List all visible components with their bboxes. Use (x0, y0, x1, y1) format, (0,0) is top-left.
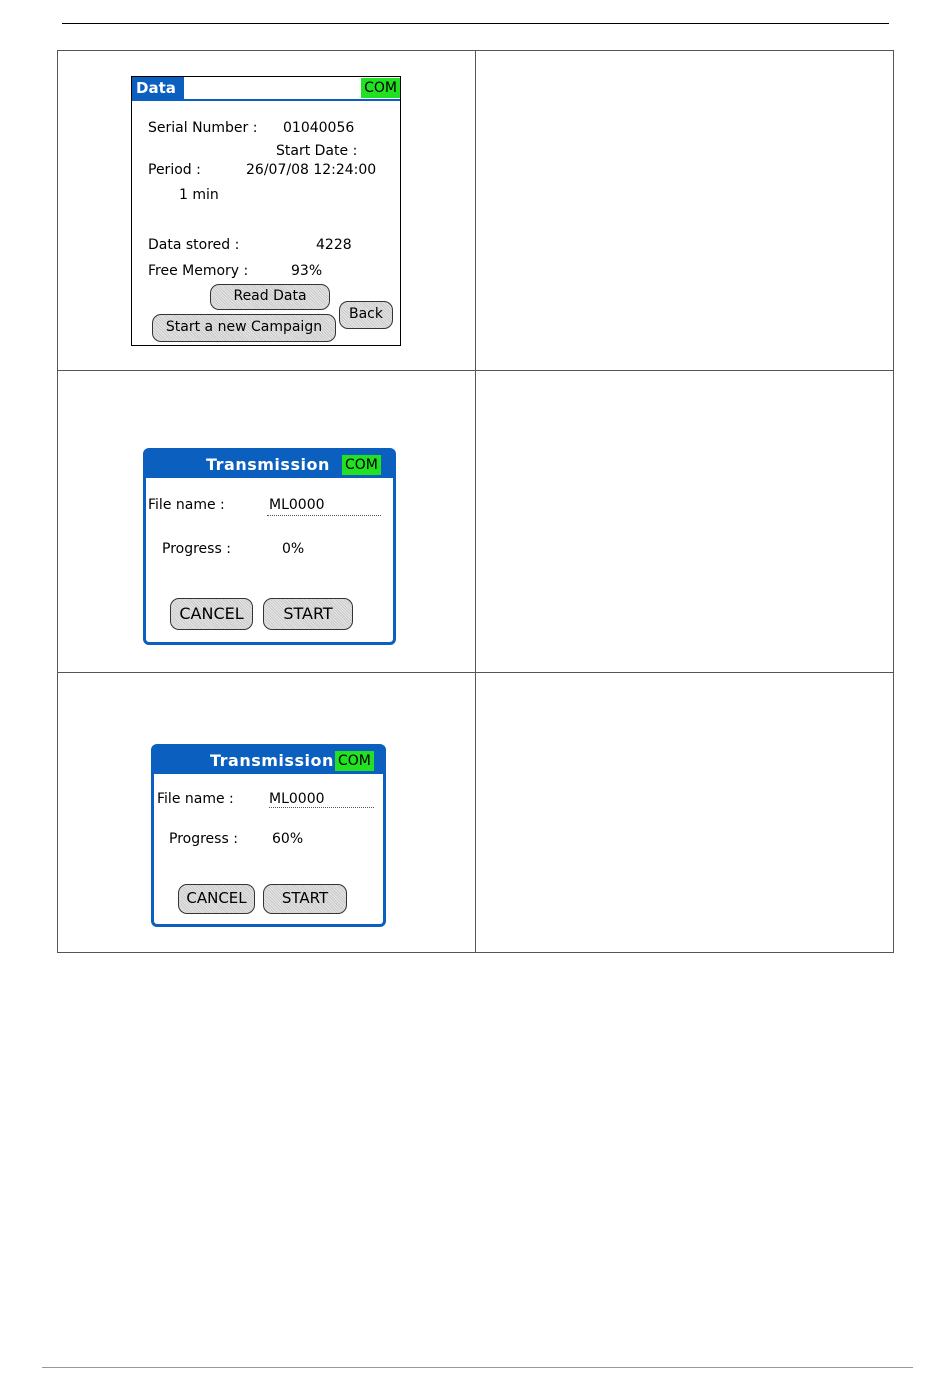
file-name-underline (269, 807, 374, 808)
header-rule (62, 23, 889, 24)
serial-number-value: 01040056 (283, 120, 355, 136)
cancel-button[interactable]: CANCEL (178, 884, 255, 914)
dialog-title: Transmission (210, 751, 334, 770)
table-cell-description-3 (476, 673, 894, 953)
file-name-label: File name : (148, 497, 225, 513)
start-date-value: 26/07/08 12:24:00 (246, 162, 377, 178)
free-memory-label: Free Memory : (148, 263, 249, 279)
table-cell-screen2 (58, 371, 476, 673)
footer-rule (42, 1367, 913, 1368)
period-value: 1 min (179, 187, 219, 203)
table-cell-description-2 (476, 371, 894, 673)
progress-value: 0% (282, 541, 305, 557)
com-status-badge: COM (342, 455, 381, 475)
file-name-underline (267, 515, 381, 516)
read-data-button[interactable]: Read Data (210, 284, 330, 310)
data-stored-value: 4228 (316, 237, 352, 253)
start-button[interactable]: START (263, 884, 347, 914)
screenshot-table (57, 50, 894, 953)
dialog-title: Transmission (206, 455, 330, 474)
start-date-label: Start Date : (276, 143, 358, 159)
table-cell-screen1 (58, 51, 476, 371)
progress-value: 60% (272, 831, 304, 847)
screen-title: Data (132, 77, 184, 99)
file-name-input[interactable]: ML0000 (269, 791, 325, 807)
com-status-badge: COM (335, 751, 374, 771)
period-label: Period : (148, 162, 201, 178)
file-name-label: File name : (157, 791, 234, 807)
progress-label: Progress : (162, 541, 231, 557)
back-button[interactable]: Back (339, 301, 393, 329)
table-cell-screen3 (58, 673, 476, 953)
progress-label: Progress : (169, 831, 238, 847)
transmission-dialog (151, 744, 386, 927)
cancel-button[interactable]: CANCEL (170, 598, 253, 630)
transmission-dialog (143, 448, 396, 645)
serial-number-label: Serial Number : (148, 120, 258, 136)
table-cell-description-1 (476, 51, 894, 371)
com-status-badge: COM (361, 78, 400, 98)
start-new-campaign-button[interactable]: Start a new Campaign (152, 314, 336, 342)
title-bar (132, 77, 400, 101)
data-stored-label: Data stored : (148, 237, 240, 253)
data-screen (131, 76, 401, 346)
file-name-input[interactable]: ML0000 (269, 497, 325, 513)
title-underline (132, 99, 400, 101)
free-memory-value: 93% (291, 263, 323, 279)
start-button[interactable]: START (263, 598, 353, 630)
